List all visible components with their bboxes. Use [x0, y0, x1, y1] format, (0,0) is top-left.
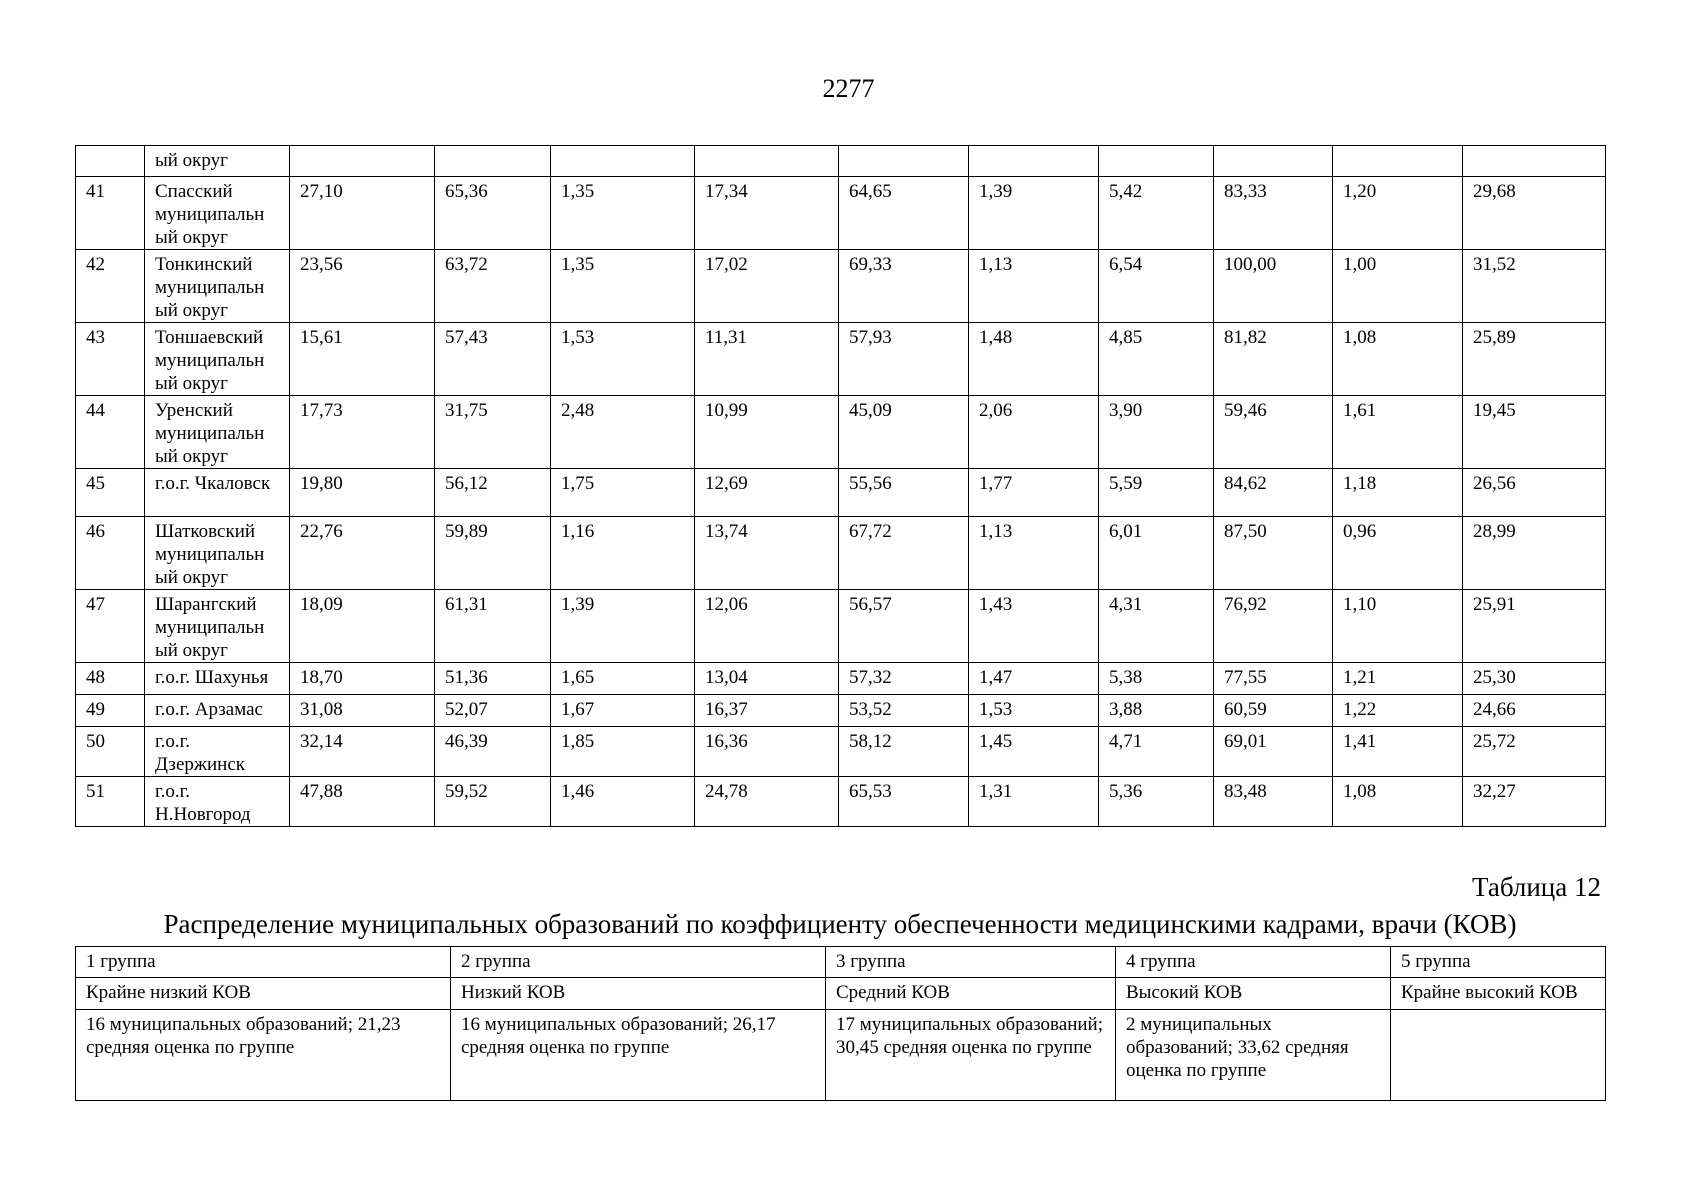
value-cell — [1333, 146, 1463, 177]
table-row — [76, 250, 1606, 323]
value-cell: 5,38 — [1099, 663, 1214, 695]
value-cell: 1,22 — [1333, 695, 1463, 727]
value-cell: 1,39 — [551, 590, 695, 663]
value-cell: 1,31 — [969, 777, 1099, 827]
table-row — [76, 727, 1606, 777]
page-number: 2277 — [822, 74, 875, 103]
row-number-cell: 51 — [76, 777, 145, 827]
municipality-cell: Тонкинский муниципальн ый округ — [145, 250, 290, 323]
value-cell — [551, 146, 695, 177]
level-cell: Высокий КОВ — [1116, 978, 1391, 1010]
value-cell: 77,55 — [1214, 663, 1333, 695]
value-cell: 1,41 — [1333, 727, 1463, 777]
value-cell: 3,88 — [1099, 695, 1214, 727]
value-cell — [435, 146, 551, 177]
description-cell — [1391, 1010, 1606, 1101]
row-number-cell: 49 — [76, 695, 145, 727]
value-cell: 4,31 — [1099, 590, 1214, 663]
value-cell: 5,59 — [1099, 469, 1214, 517]
value-cell: 25,89 — [1463, 323, 1606, 396]
table-row — [76, 177, 1606, 250]
table-caption: Таблица 12 — [1472, 872, 1601, 902]
value-cell — [1463, 146, 1606, 177]
value-cell — [1099, 146, 1214, 177]
municipality-cell: г.о.г. Арзамас — [145, 695, 290, 727]
value-cell: 0,96 — [1333, 517, 1463, 590]
value-cell: 32,27 — [1463, 777, 1606, 827]
value-cell: 59,89 — [435, 517, 551, 590]
group-cell: 5 группа — [1391, 947, 1606, 978]
value-cell: 87,50 — [1214, 517, 1333, 590]
value-cell: 55,56 — [839, 469, 969, 517]
value-cell — [839, 146, 969, 177]
row-number-cell: 48 — [76, 663, 145, 695]
value-cell: 24,66 — [1463, 695, 1606, 727]
groups-header-row — [76, 947, 1606, 978]
value-cell: 53,52 — [839, 695, 969, 727]
value-cell: 1,35 — [551, 250, 695, 323]
value-cell: 1,65 — [551, 663, 695, 695]
value-cell: 16,36 — [695, 727, 839, 777]
value-cell: 25,72 — [1463, 727, 1606, 777]
value-cell: 31,75 — [435, 396, 551, 469]
value-cell: 19,45 — [1463, 396, 1606, 469]
value-cell: 83,33 — [1214, 177, 1333, 250]
row-number-cell: 42 — [76, 250, 145, 323]
value-cell: 1,47 — [969, 663, 1099, 695]
description-cell: 17 муниципальных образований; 30,45 средняя оценка по группе — [826, 1010, 1116, 1101]
value-cell: 5,42 — [1099, 177, 1214, 250]
table-row — [76, 323, 1606, 396]
value-cell: 1,53 — [551, 323, 695, 396]
value-cell: 100,00 — [1214, 250, 1333, 323]
value-cell: 1,53 — [969, 695, 1099, 727]
value-cell: 24,78 — [695, 777, 839, 827]
value-cell: 16,37 — [695, 695, 839, 727]
municipality-cell: Спасский муниципальн ый округ — [145, 177, 290, 250]
row-number-cell: 41 — [76, 177, 145, 250]
value-cell: 57,43 — [435, 323, 551, 396]
table-title: Распределение муниципальных образований по коэффициенту обеспеченности медицинскими кадрами, врачи (КОВ) — [163, 909, 1517, 939]
value-cell: 1,18 — [1333, 469, 1463, 517]
value-cell: 1,08 — [1333, 323, 1463, 396]
table-row — [76, 590, 1606, 663]
value-cell: 1,20 — [1333, 177, 1463, 250]
value-cell: 26,56 — [1463, 469, 1606, 517]
description-cell: 16 муниципальных образований; 26,17 средняя оценка по группе — [451, 1010, 826, 1101]
value-cell: 2,48 — [551, 396, 695, 469]
value-cell: 23,56 — [290, 250, 435, 323]
table-row — [76, 469, 1606, 517]
value-cell: 19,80 — [290, 469, 435, 517]
value-cell: 52,07 — [435, 695, 551, 727]
value-cell: 6,54 — [1099, 250, 1214, 323]
value-cell: 67,72 — [839, 517, 969, 590]
value-cell: 5,36 — [1099, 777, 1214, 827]
value-cell: 22,76 — [290, 517, 435, 590]
value-cell: 64,65 — [839, 177, 969, 250]
value-cell: 69,01 — [1214, 727, 1333, 777]
municipality-cell: Шатковский муниципальн ый округ — [145, 517, 290, 590]
municipality-cell: Уренский муниципальн ый округ — [145, 396, 290, 469]
level-cell: Низкий КОВ — [451, 978, 826, 1010]
row-number-cell — [76, 146, 145, 177]
levels-row — [76, 978, 1606, 1010]
value-cell: 4,85 — [1099, 323, 1214, 396]
value-cell: 76,92 — [1214, 590, 1333, 663]
value-cell: 81,82 — [1214, 323, 1333, 396]
table-row — [76, 695, 1606, 727]
municipality-cell: г.о.г. Шахунья — [145, 663, 290, 695]
value-cell: 56,12 — [435, 469, 551, 517]
municipality-cell: Тоншаевский муниципальн ый округ — [145, 323, 290, 396]
row-number-cell: 47 — [76, 590, 145, 663]
value-cell: 1,43 — [969, 590, 1099, 663]
municipality-cell: г.о.г. Чкаловск — [145, 469, 290, 517]
table-row — [76, 777, 1606, 827]
value-cell: 1,00 — [1333, 250, 1463, 323]
table-row — [76, 517, 1606, 590]
value-cell: 46,39 — [435, 727, 551, 777]
level-cell: Средний КОВ — [826, 978, 1116, 1010]
value-cell: 65,53 — [839, 777, 969, 827]
municipality-cell: ый округ — [145, 146, 290, 177]
value-cell: 58,12 — [839, 727, 969, 777]
value-cell: 59,52 — [435, 777, 551, 827]
municipality-cell: г.о.г. Н.Новгород — [145, 777, 290, 827]
municipality-cell: Шарангский муниципальн ый округ — [145, 590, 290, 663]
value-cell: 59,46 — [1214, 396, 1333, 469]
value-cell: 45,09 — [839, 396, 969, 469]
value-cell: 51,36 — [435, 663, 551, 695]
group-cell: 2 группа — [451, 947, 826, 978]
row-number-cell: 45 — [76, 469, 145, 517]
value-cell: 12,06 — [695, 590, 839, 663]
value-cell: 28,99 — [1463, 517, 1606, 590]
description-cell: 16 муниципальных образований; 21,23 средняя оценка по группе — [76, 1010, 451, 1101]
value-cell: 13,04 — [695, 663, 839, 695]
value-cell: 69,33 — [839, 250, 969, 323]
value-cell: 56,57 — [839, 590, 969, 663]
value-cell: 61,31 — [435, 590, 551, 663]
value-cell — [969, 146, 1099, 177]
table-row — [76, 396, 1606, 469]
value-cell: 32,14 — [290, 727, 435, 777]
row-number-cell: 50 — [76, 727, 145, 777]
value-cell: 4,71 — [1099, 727, 1214, 777]
value-cell: 1,77 — [969, 469, 1099, 517]
value-cell: 1,10 — [1333, 590, 1463, 663]
value-cell: 65,36 — [435, 177, 551, 250]
value-cell: 63,72 — [435, 250, 551, 323]
value-cell: 1,61 — [1333, 396, 1463, 469]
value-cell: 1,85 — [551, 727, 695, 777]
value-cell — [290, 146, 435, 177]
row-number-cell: 44 — [76, 396, 145, 469]
value-cell: 1,13 — [969, 517, 1099, 590]
value-cell: 18,70 — [290, 663, 435, 695]
value-cell: 1,21 — [1333, 663, 1463, 695]
value-cell: 17,34 — [695, 177, 839, 250]
value-cell: 60,59 — [1214, 695, 1333, 727]
value-cell: 83,48 — [1214, 777, 1333, 827]
row-number-cell: 43 — [76, 323, 145, 396]
row-number-cell: 46 — [76, 517, 145, 590]
value-cell: 1,48 — [969, 323, 1099, 396]
value-cell: 57,93 — [839, 323, 969, 396]
value-cell: 84,62 — [1214, 469, 1333, 517]
value-cell: 27,10 — [290, 177, 435, 250]
descriptions-row — [76, 1010, 1606, 1101]
value-cell: 15,61 — [290, 323, 435, 396]
value-cell: 6,01 — [1099, 517, 1214, 590]
table-row — [76, 663, 1606, 695]
value-cell: 1,46 — [551, 777, 695, 827]
value-cell: 18,09 — [290, 590, 435, 663]
value-cell: 1,13 — [969, 250, 1099, 323]
level-cell: Крайне высокий КОВ — [1391, 978, 1606, 1010]
continuation-row — [76, 146, 1606, 177]
level-cell: Крайне низкий КОВ — [76, 978, 451, 1010]
value-cell: 2,06 — [969, 396, 1099, 469]
value-cell: 17,02 — [695, 250, 839, 323]
value-cell: 29,68 — [1463, 177, 1606, 250]
value-cell: 1,39 — [969, 177, 1099, 250]
value-cell: 10,99 — [695, 396, 839, 469]
description-cell: 2 муниципальных образований; 33,62 средняя оценка по группе — [1116, 1010, 1391, 1101]
value-cell: 17,73 — [290, 396, 435, 469]
value-cell: 1,16 — [551, 517, 695, 590]
value-cell: 57,32 — [839, 663, 969, 695]
value-cell: 1,08 — [1333, 777, 1463, 827]
group-cell: 3 группа — [826, 947, 1116, 978]
value-cell: 3,90 — [1099, 396, 1214, 469]
group-cell: 1 группа — [76, 947, 451, 978]
value-cell: 31,52 — [1463, 250, 1606, 323]
value-cell: 25,91 — [1463, 590, 1606, 663]
value-cell — [695, 146, 839, 177]
value-cell: 1,45 — [969, 727, 1099, 777]
groups-table — [75, 946, 1606, 1101]
value-cell: 1,75 — [551, 469, 695, 517]
value-cell: 13,74 — [695, 517, 839, 590]
group-cell: 4 группа — [1116, 947, 1391, 978]
value-cell — [1214, 146, 1333, 177]
data-table — [75, 145, 1606, 827]
data-table-body — [76, 146, 1606, 827]
value-cell: 11,31 — [695, 323, 839, 396]
value-cell: 47,88 — [290, 777, 435, 827]
municipality-cell: г.о.г. Дзержинск — [145, 727, 290, 777]
value-cell: 12,69 — [695, 469, 839, 517]
value-cell: 1,35 — [551, 177, 695, 250]
value-cell: 25,30 — [1463, 663, 1606, 695]
value-cell: 1,67 — [551, 695, 695, 727]
value-cell: 31,08 — [290, 695, 435, 727]
